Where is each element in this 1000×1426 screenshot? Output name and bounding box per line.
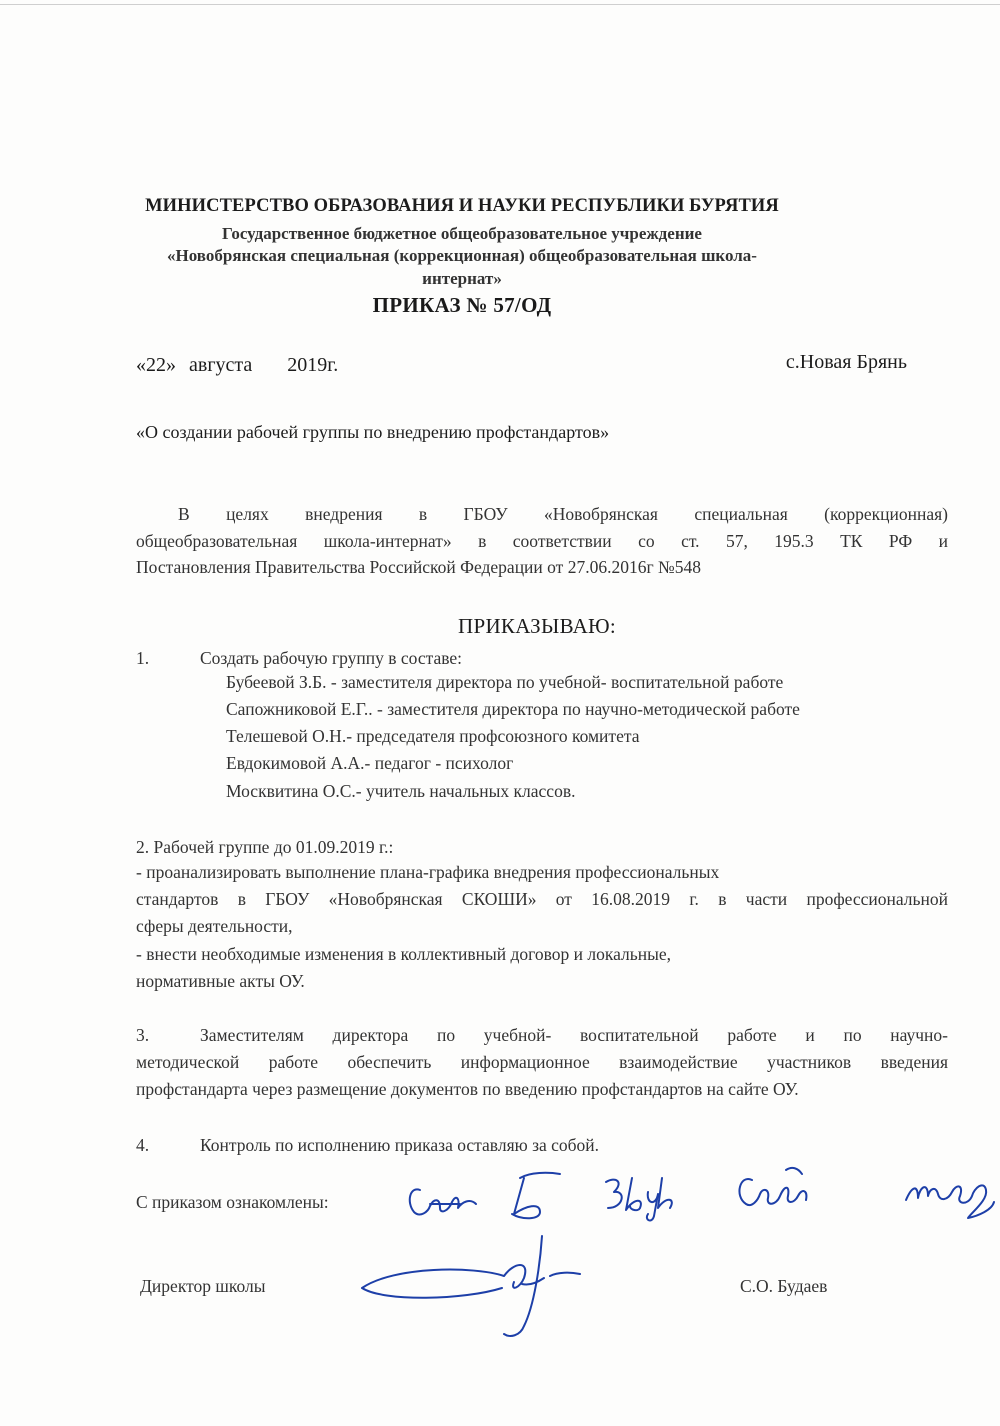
item-2-line-1: - проанализировать выполнение плана-графика внедрения профессиональных bbox=[136, 862, 720, 882]
handwritten-initials-2 bbox=[500, 1158, 570, 1228]
member-4: Евдокимовой А.А.- педагог - психолог bbox=[226, 753, 514, 773]
handwritten-initials-5 bbox=[898, 1160, 998, 1230]
institution-line-1: Государственное бюджетное общеобразовательное учреждение bbox=[222, 224, 702, 243]
order-title: ПРИКАЗ № 57/ОД bbox=[372, 293, 552, 317]
director-name: С.О. Будаев bbox=[740, 1276, 828, 1296]
item-2-line-3: сферы деятельности, bbox=[136, 916, 293, 936]
item-1-text: Создать рабочую группу в составе: bbox=[200, 648, 463, 668]
item-3-number: 3. bbox=[136, 1025, 150, 1045]
institution-line-2: «Новобрянская специальная (коррекционная) общеобразовательная школа- bbox=[167, 246, 757, 265]
member-3: Телешевой О.Н.- председателя профсоюзного комитета bbox=[226, 726, 640, 746]
acknowledgement-label: С приказом ознакомлены: bbox=[136, 1192, 329, 1212]
director-signature bbox=[354, 1226, 594, 1346]
item-4-text: Контроль по исполнению приказа оставляю за собой. bbox=[200, 1135, 600, 1155]
item-2-line-4: - внести необходимые изменения в коллективный договор и локальные, bbox=[136, 944, 671, 964]
preamble-line-1: В целях внедрения в ГБОУ «Новобрянская специальная (коррекционная) bbox=[178, 504, 948, 524]
order-subject: «О создании рабочей группы по внедрению профстандартов» bbox=[136, 422, 610, 442]
order-command: ПРИКАЗЫВАЮ: bbox=[458, 614, 617, 638]
item-2-line-2: стандартов в ГБОУ «Новобрянская СКОШИ» от 16.08.2019 г. в части профессиональной bbox=[136, 889, 948, 909]
institution-line-3: интернат» bbox=[422, 269, 502, 288]
scan-edge-line bbox=[0, 4, 1000, 5]
item-3-line-3: профстандарта через размещение документов по введению профстандартов на сайте ОУ. bbox=[136, 1079, 799, 1099]
item-3-line-1: Заместителям директора по учебной- воспитательной работе и по научно- bbox=[200, 1025, 948, 1045]
member-5: Москвитина О.С.- учитель начальных классов. bbox=[226, 781, 576, 801]
item-1-number: 1. bbox=[136, 648, 150, 668]
item-3-line-2: методической работе обеспечить информационное взаимодействие участников введения bbox=[136, 1052, 948, 1072]
date-day: «22» bbox=[136, 354, 176, 376]
handwritten-initials-3 bbox=[596, 1164, 686, 1224]
director-label: Директор школы bbox=[140, 1276, 266, 1296]
item-4-number: 4. bbox=[136, 1135, 150, 1155]
preamble-line-2: общеобразовательная школа-интернат» в соответствии со ст. 57, 195.3 ТК РФ и bbox=[136, 531, 948, 551]
order-place: с.Новая Брянь bbox=[785, 351, 907, 373]
handwritten-initials-1 bbox=[400, 1168, 490, 1228]
member-1: Бубеевой З.Б. - заместителя директора по учебной- воспитательной работе bbox=[226, 672, 784, 692]
preamble-line-3: Постановления Правительства Российской Федерации от 27.06.2016г №548 bbox=[136, 557, 701, 577]
item-2-line-5: нормативные акты ОУ. bbox=[136, 971, 305, 991]
order-date bbox=[136, 354, 338, 377]
ministry-heading: МИНИСТЕРСТВО ОБРАЗОВАНИЯ И НАУКИ РЕСПУБЛИКИ БУРЯТИЯ bbox=[145, 196, 779, 216]
item-2-title: 2. Рабочей группе до 01.09.2019 г.: bbox=[136, 837, 394, 857]
handwritten-initials-4 bbox=[726, 1160, 816, 1220]
member-2: Сапожниковой Е.Г.. - заместителя директора по научно-методической работе bbox=[226, 699, 800, 719]
date-year: 2019г. bbox=[287, 354, 339, 376]
date-month: августа bbox=[189, 354, 253, 376]
